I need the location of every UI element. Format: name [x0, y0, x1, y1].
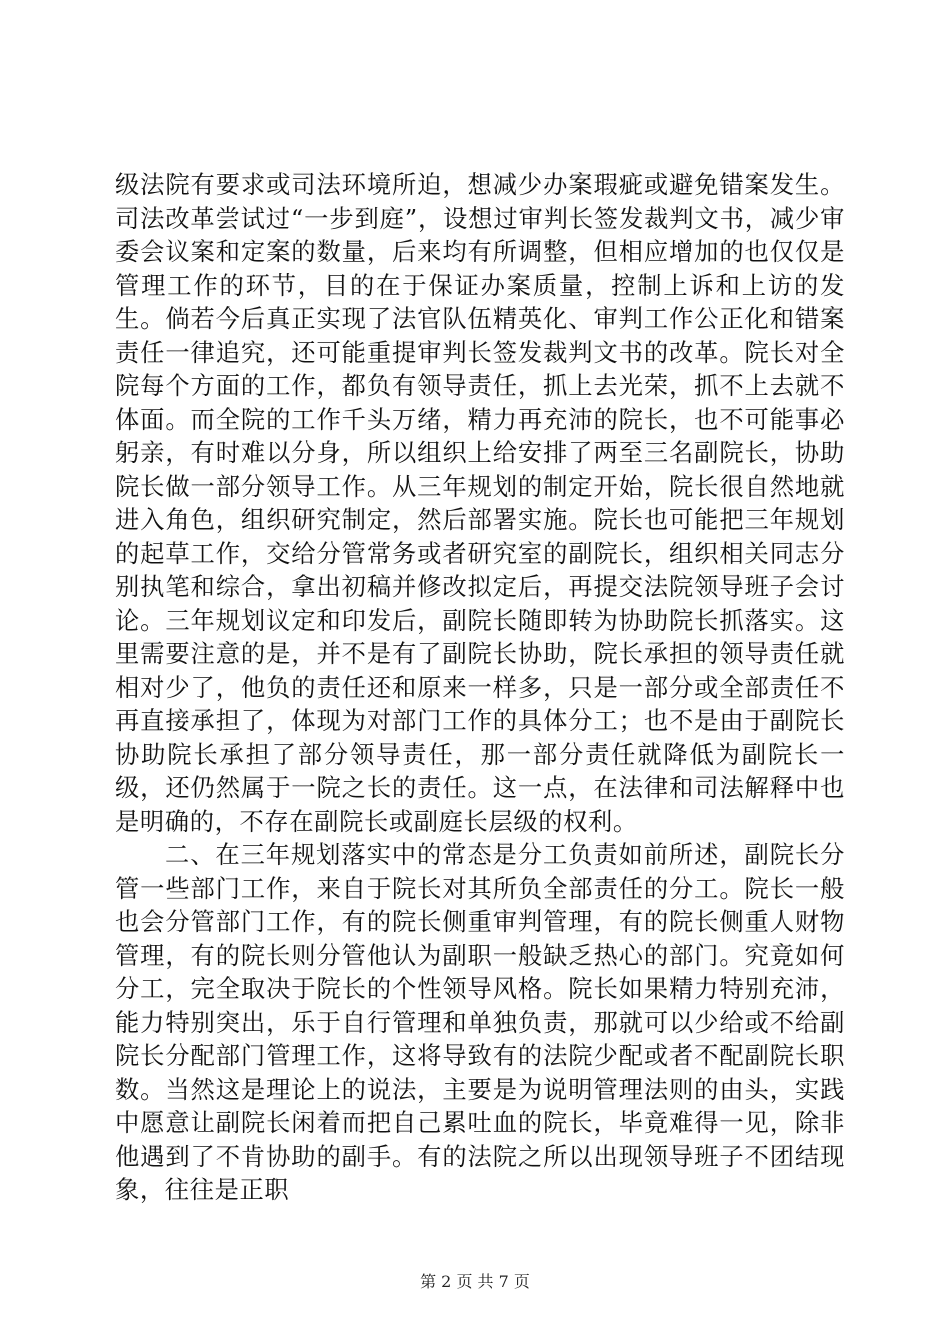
paragraph-1: 级法院有要求或司法环境所迫，想减少办案瑕疵或避免错案发生。司法改革尝试过“一步到庭”，设想过审判长签发裁判文书，减少审委会议案和定案的数量，后来均有所调整，但相应增加的也仅仅是管理工作的环节，目的在于保证办案质量，控制上诉和上访的发生。倘若今后真正实现了法官队伍精英化、审判工作公正化和错案责任一律追究，还可能重提审判长签发裁判文书的改革。院长对全院每个方面的工作，都负有领导责任，抓上去光荣，抓不上去就不体面。而全院的工作千头万绪，精力再充沛的院长，也不可能事必躬亲，有时难以分身，所以组织上给安排了两至三名副院长，协助院长做一部分领导工作。从三年规划的制定开始，院长很自然地就进入角色，组织研究制定，然后部署实施。院长也可能把三年规划的起草工作，交给分管常务或者研究室的副院长，组织相关同志分别执笔和综合，拿出初稿并修改拟定后，再提交法院领导班子会讨论。三年规划议定和印发后，副院长随即转为协助院长抓落实。这里需要注意的是，并不是有了副院长协助，院长承担的领导责任就相对少了，他负的责任还和原来一样多，只是一部分或全部责任不再直接承担了，体现为对部门工作的具体分工；也不是由于副院长协助院长承担了部分领导责任，那一部分责任就降低为副院长一级，还仍然属于一院之长的责任。这一点，在法律和司法解释中也是明确的，不存在副院长或副庭长层级的权利。 [115, 170, 845, 836]
document-body [115, 168, 845, 1207]
paragraph-2: 二、在三年规划落实中的常态是分工负责如前所述，副院长分管一些部门工作，来自于院长对其所负全部责任的分工。院长一般也会分管部门工作，有的院长侧重审判管理，有的院长侧重人财物管理，有的院长则分管他认为副职一般缺乏热心的部门。究竟如何分工，完全取决于院长的个性领导风格。院长如果精力特别充沛，能力特别突出，乐于自行管理和单独负责，那就可以少给或不给副院长分配部门管理工作，这将导致有的法院少配或者不配副院长职数。当然这是理论上的说法，主要是为说明管理法则的由头，实践中愿意让副院长闲着而把自己累吐血的院长，毕竟难得一见，除非他遇到了不肯协助的副手。有的法院之所以出现领导班子不团结现象，往往是正职 [115, 840, 845, 1204]
page-footer: 第 2 页 共 7 页 [420, 1272, 530, 1291]
